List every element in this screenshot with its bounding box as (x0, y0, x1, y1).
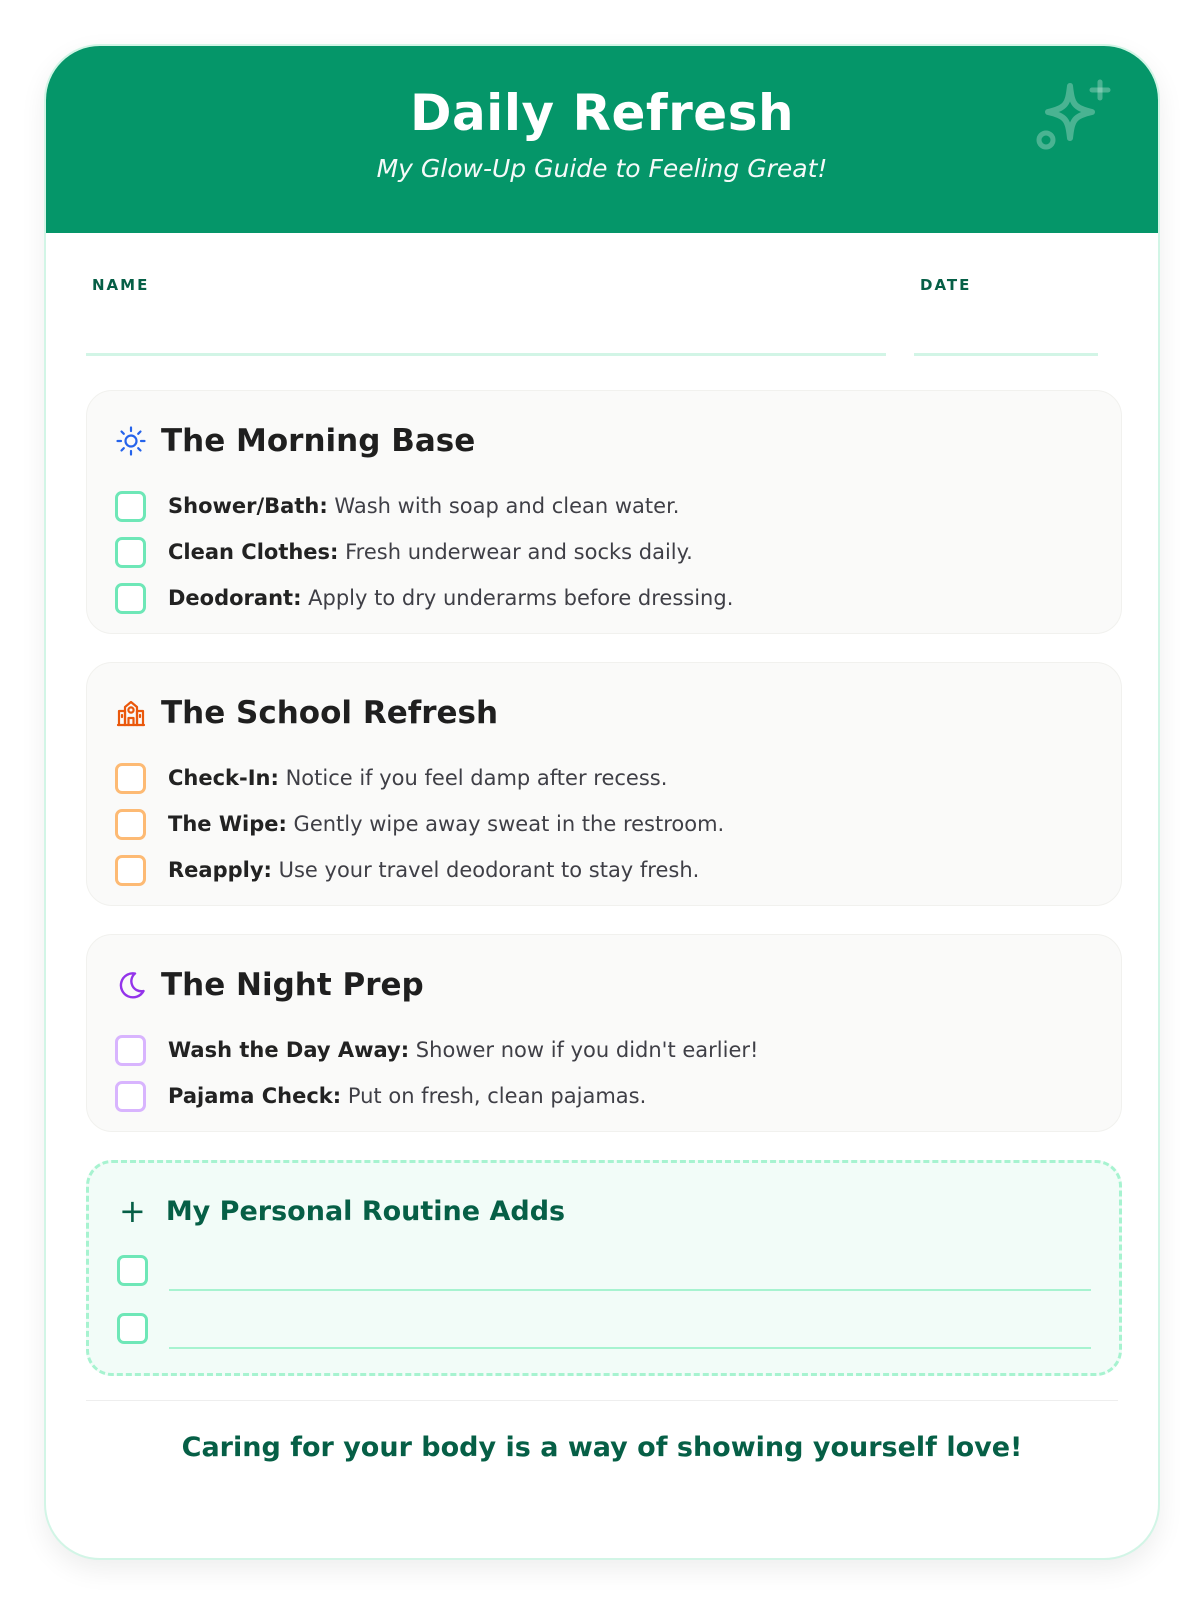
item-description: Fresh underwear and socks daily. (338, 540, 693, 564)
section-title: The Night Prep (161, 967, 424, 1003)
personal-routine-box (86, 1160, 1122, 1376)
item-description: Notice if you feel damp after recess. (278, 766, 668, 790)
list-item (115, 847, 1093, 893)
list-item (115, 575, 1093, 621)
item-text (168, 540, 693, 564)
item-description: Put on fresh, clean pajamas. (341, 1084, 647, 1108)
section-title: The Morning Base (161, 423, 476, 459)
item-description: Gently wipe away sweat in the restroom. (286, 812, 725, 836)
page-title: Daily Refresh (409, 84, 795, 142)
checkbox[interactable] (115, 491, 146, 522)
checklist (115, 483, 1093, 621)
section-morning (86, 390, 1122, 634)
section-header (115, 965, 424, 1005)
item-description: Use your travel deodorant to stay fresh. (271, 858, 700, 882)
moon-icon (115, 969, 147, 1001)
checkbox[interactable] (115, 1035, 146, 1066)
item-text (168, 766, 667, 790)
item-label: Reapply: (168, 858, 272, 882)
item-label: Clean Clothes: (168, 540, 339, 564)
item-text (168, 494, 679, 518)
divider (86, 1400, 1118, 1401)
name-label: NAME (92, 276, 150, 294)
date-line (914, 353, 1098, 356)
school-icon (115, 697, 147, 729)
checkbox[interactable] (117, 1255, 148, 1286)
item-description: Wash with soap and clean water. (327, 494, 680, 518)
item-text (168, 586, 733, 610)
item-label: Shower/Bath: (168, 494, 328, 518)
name-field[interactable] (86, 276, 886, 356)
date-label: DATE (920, 276, 972, 294)
list-item (115, 1073, 1093, 1119)
checkbox[interactable] (115, 855, 146, 886)
item-label: The Wipe: (168, 812, 287, 836)
blank-item (117, 1309, 1091, 1349)
checkbox[interactable] (117, 1313, 148, 1344)
section-night (86, 934, 1122, 1132)
list-item (115, 755, 1093, 801)
write-in-line[interactable] (169, 1347, 1091, 1349)
list-item (115, 1027, 1093, 1073)
date-field[interactable] (914, 276, 1098, 356)
page-subtitle: My Glow-Up Guide to Feeling Great! (376, 154, 828, 183)
header-banner (46, 46, 1158, 233)
name-date-fields (86, 276, 1122, 356)
section-school (86, 662, 1122, 906)
item-label: Check-In: (168, 766, 279, 790)
section-title: The School Refresh (161, 695, 499, 731)
list-item (115, 483, 1093, 529)
checkbox[interactable] (115, 583, 146, 614)
name-line (86, 353, 886, 356)
list-item (115, 801, 1093, 847)
sun-icon (115, 425, 147, 457)
blank-item (117, 1251, 1091, 1291)
section-header (115, 693, 498, 733)
write-in-line[interactable] (169, 1289, 1091, 1291)
item-text (168, 812, 724, 836)
checklist (115, 755, 1093, 893)
checklist (115, 1027, 1093, 1119)
list-item (115, 529, 1093, 575)
plus-icon: + (119, 1192, 146, 1230)
personal-title: My Personal Routine Adds (165, 1195, 566, 1227)
item-description: Apply to dry underarms before dressing. (301, 586, 734, 610)
item-label: Pajama Check: (168, 1084, 342, 1108)
routine-card (44, 44, 1160, 1560)
sparkle-icon (1034, 74, 1118, 158)
checkbox[interactable] (115, 537, 146, 568)
item-label: Deodorant: (168, 586, 302, 610)
footer-message: Caring for your body is a way of showing yourself love! (181, 1432, 1023, 1463)
item-text (168, 1038, 758, 1062)
checkbox[interactable] (115, 1081, 146, 1112)
item-label: Wash the Day Away: (168, 1038, 410, 1062)
checkbox[interactable] (115, 809, 146, 840)
item-text (168, 1084, 646, 1108)
section-header (115, 421, 475, 461)
checkbox[interactable] (115, 763, 146, 794)
personal-header (119, 1193, 565, 1229)
item-text (168, 858, 699, 882)
item-description: Shower now if you didn't earlier! (409, 1038, 759, 1062)
